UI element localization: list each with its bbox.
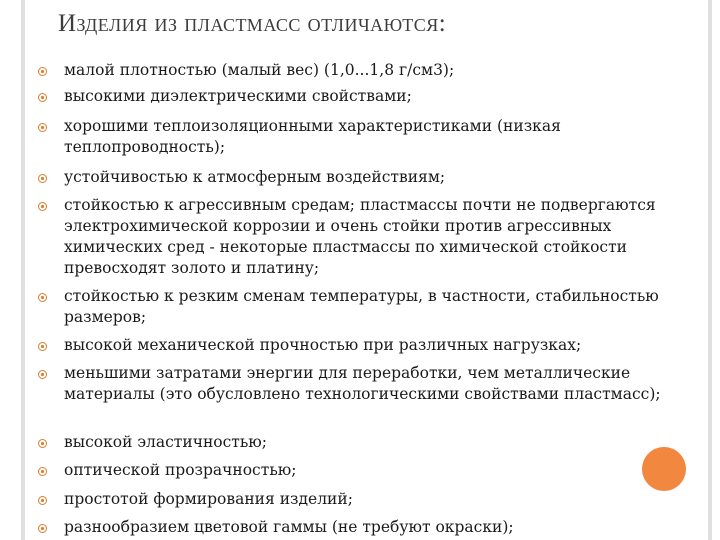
list-item: хорошими теплоизоляционными характеристиками (низкая теплопроводность); <box>64 117 561 156</box>
list-item: высокой эластичностью; <box>64 433 268 451</box>
bullet-icon <box>38 293 47 302</box>
bullet-icon <box>38 342 47 351</box>
list-item: малой плотностью (малый вес) (1,0...1,8 г/см3); <box>64 61 455 79</box>
bullet-icon <box>38 67 47 76</box>
bullet-icon <box>38 467 47 476</box>
list-item: оптической прозрачностью; <box>64 461 297 479</box>
bullet-icon <box>38 123 47 132</box>
list-item: разнообразием цветовой гаммы (не требуют окраски); <box>64 518 514 536</box>
bullet-icon <box>38 439 47 448</box>
list-item: высокой механической прочностью при различных нагрузках; <box>64 336 582 354</box>
list-item: высокими диэлектрическими свойствами; <box>64 87 412 105</box>
list-item: стойкостью к агрессивным средам; пластмассы почти не подвергаются электрохимической коррозии и очень стойки против агрессивных химических сред - некоторые пластмассы по химической стойкости превосходят золото и платину; <box>64 196 656 277</box>
list-item: меньшими затратами энергии для переработки, чем металлические материалы (это обусловлено технологическими свойствами пластмасс); <box>64 364 661 403</box>
bullet-icon <box>38 496 47 505</box>
bullet-icon <box>38 370 47 379</box>
list-item: устойчивостью к атмосферным воздействиям; <box>64 168 446 186</box>
bullet-icon <box>38 93 47 102</box>
bullet-icon <box>38 524 47 533</box>
list-item: простотой формирования изделий; <box>64 490 353 508</box>
decorative-orange-circle <box>642 447 686 491</box>
bullet-icon <box>38 202 47 211</box>
slide-title: Изделия из пластмасс отличаются: <box>58 10 447 37</box>
list-item: стойкостью к резким сменам температуры, в частности, стабильностью размеров; <box>64 287 659 326</box>
bullet-icon <box>38 174 47 183</box>
